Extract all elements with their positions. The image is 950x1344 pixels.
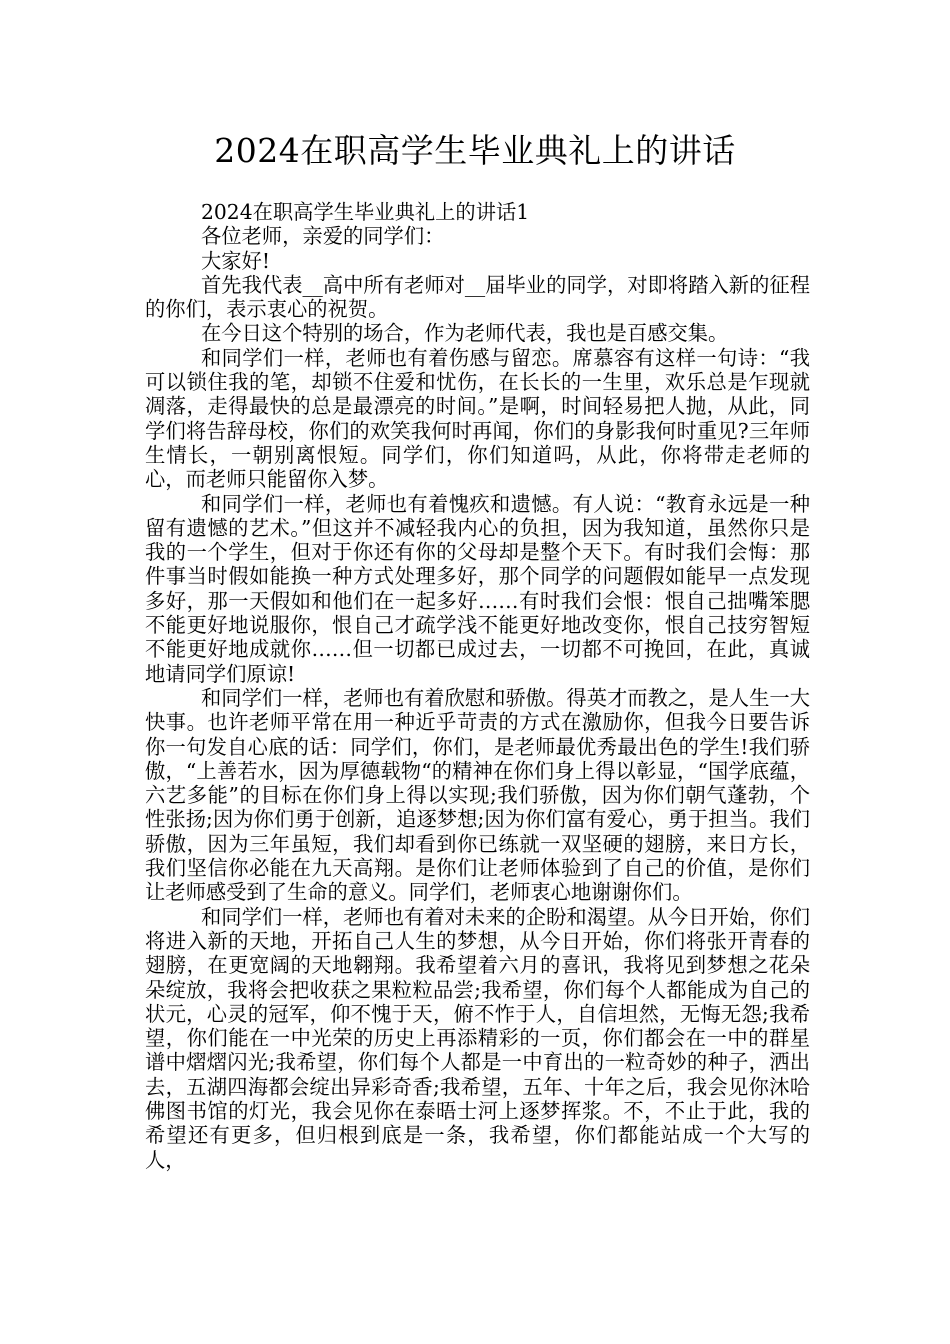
paragraph: 在今日这个特别的场合，作为老师代表，我也是百感交集。 [201, 321, 729, 346]
document-title: 2024在职高学生毕业典礼上的讲话 [214, 131, 736, 170]
paragraph: 和同学们一样，老师也有着欣慰和骄傲。得英才而教之，是人生一大快事。也许老师平常在用一种近乎苛责的方式在激励你，但我今日要告诉你一句发自心底的话：同学们，你们，是老师最优秀最出色的学生!我们骄傲，“上善若水，因为厚德载物“的精神在你们身上得以彰显，“国学底蕴，六艺多能”的目标在你们身上得以实现;我们骄傲，因为你们朝气蓬勃，个性张扬;因为你们勇于创新，追逐梦想;因为你们富有爱心，勇于担当。我们骄傲，因为三年虽短，我们却看到你已练就一双坚硬的翅膀，来日方长，我们坚信你必能在九天高翔。是你们让老师体验到了自己的价值，是你们让老师感受到了生命的意义。同学们，老师衷心地谢谢你们。 [145, 685, 810, 905]
document-body [145, 200, 810, 1172]
paragraph: 和同学们一样，老师也有着愧疚和遗憾。有人说：“教育永远是一种留有遗憾的艺术。”但这并不减轻我内心的负担，因为我知道，虽然你只是我的一个学生，但对于你还有你的父母却是整个天下。有时我们会悔：那件事当时假如能换一种方式处理多好，那个同学的问题假如能早一点发现多好，那一天假如和他们在一起多好……有时我们会恨：恨自己拙嘴笨腮不能更好地说服你，恨自己才疏学浅不能更好地改变你，恨自己技穷智短不能更好地成就你……但一切都已成过去，一切都不可挽回，在此，真诚地请同学们原谅! [145, 491, 810, 686]
paragraph-salutation: 各位老师，亲爱的同学们： [201, 224, 445, 249]
paragraph: 和同学们一样，老师也有着伤感与留恋。席慕容有这样一句诗：“我可以锁住我的笔，却锁不住爱和忧伤，在长长的一生里，欢乐总是乍现就凋落，走得最快的总是最漂亮的时间。”是啊，时间轻易把人抛，从此，同学们将告辞母校，你们的欢笑我何时再闻，你们的身影我何时重见?三年师生情长，一朝别离恨短。同学们，你们知道吗，从此，你将带走老师的心，而老师只能留你入梦。 [145, 345, 810, 492]
paragraph-subtitle: 2024在职高学生毕业典礼上的讲话1 [201, 200, 530, 224]
paragraph: 和同学们一样，老师也有着对未来的企盼和渴望。从今日开始，你们将进入新的天地，开拓自己人生的梦想，从今日开始，你们将张开青春的翅膀，在更宽阔的天地翱翔。我希望着六月的喜讯，我将见到梦想之花朵朵绽放，我将会把收获之果粒粒品尝;我希望，你们每个人都能成为自己的状元，心灵的冠军，仰不愧于天，俯不怍于人，自信坦然，无悔无怨;我希望，你们能在一中光荣的历史上再添精彩的一页，你们都会在一中的群星谱中熠熠闪光;我希望，你们每个人都是一中育出的一粒奇妙的种子，洒出去，五湖四海都会绽出异彩奇香;我希望，五年、十年之后，我会见你沐哈佛图书馆的灯光，我会见你在泰晤士河上逐梦挥浆。不，不止于此，我的希望还有更多，但归根到底是一条，我希望，你们都能站成一个大写的人， [145, 904, 810, 1172]
paragraph-greeting: 大家好! [201, 248, 270, 273]
paragraph: 首先我代表__高中所有老师对__届毕业的同学，对即将踏入新的征程的你们，表示衷心的祝贺。 [145, 272, 810, 322]
